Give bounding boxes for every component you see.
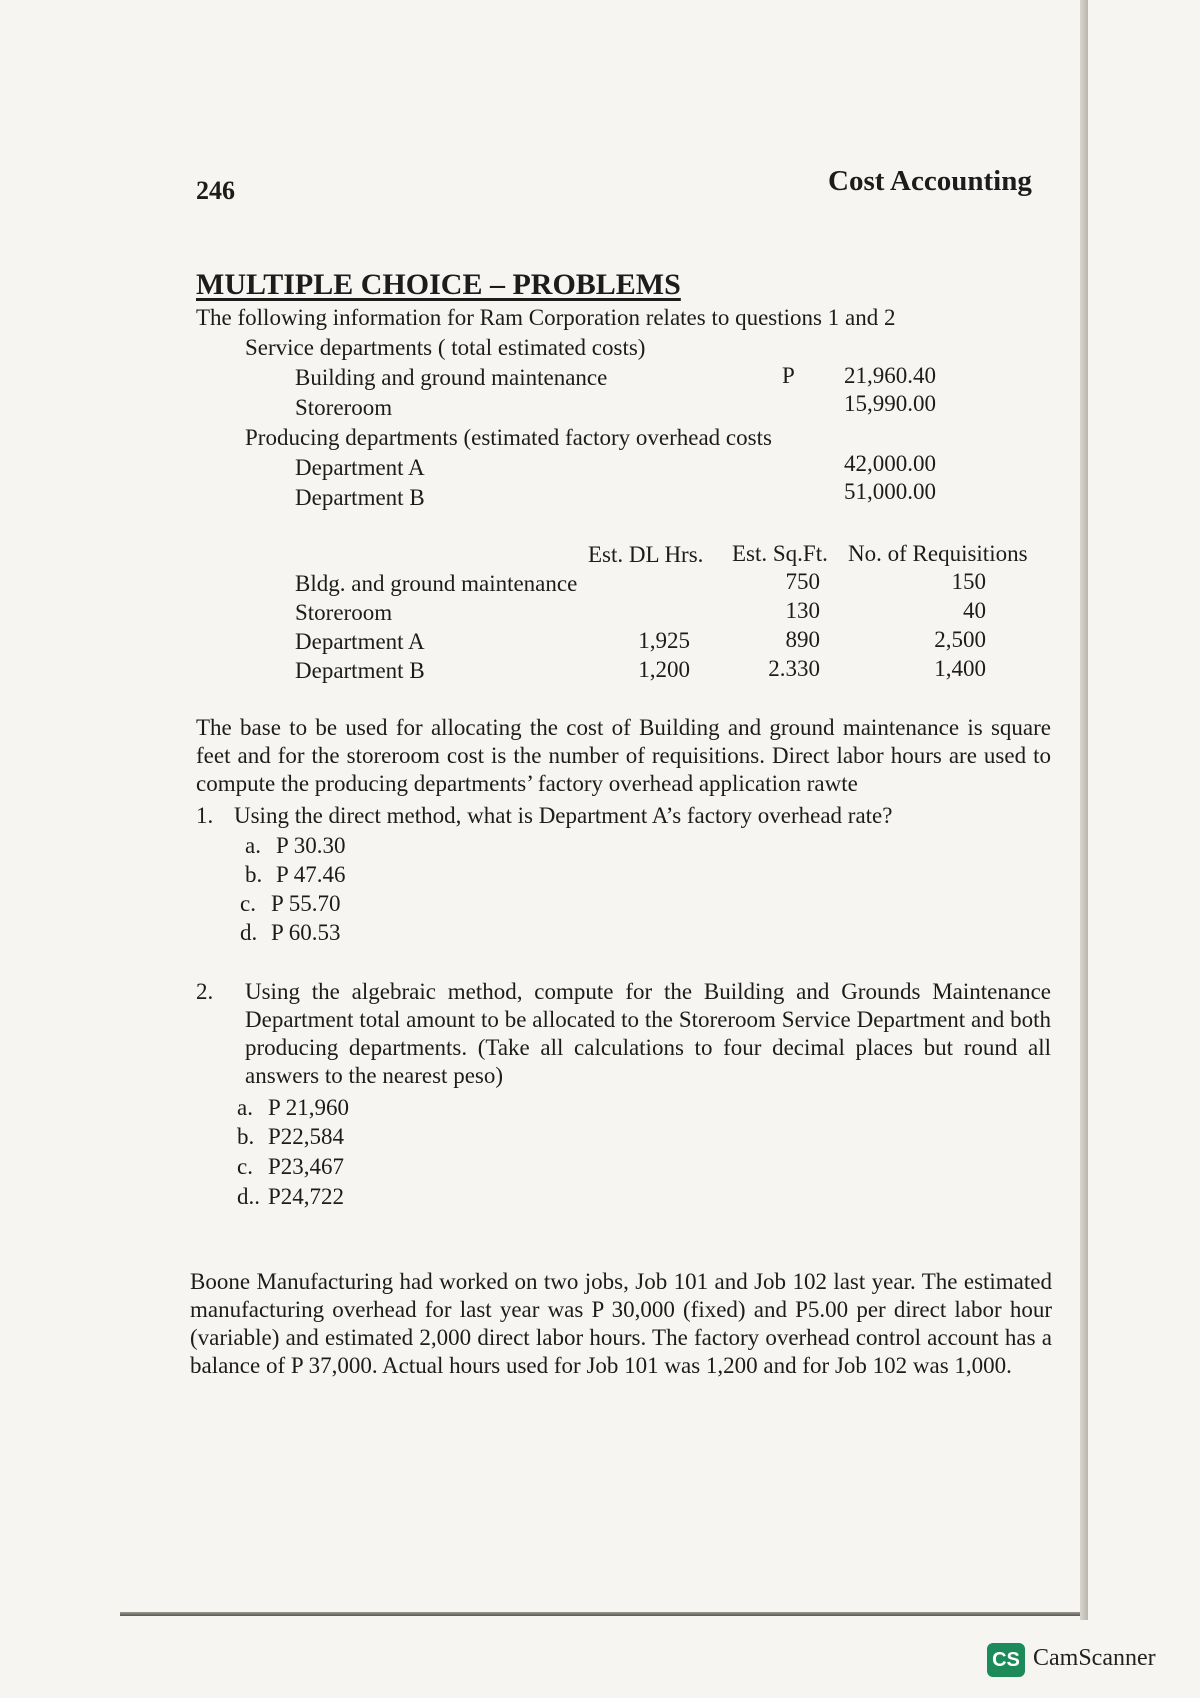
service-heading: Service departments ( total estimated costs) (245, 335, 646, 360)
table-header: Est. Sq.Ft. (732, 541, 828, 566)
service-item-label: Storeroom (295, 395, 393, 420)
section-title: MULTIPLE CHOICE – PROBLEMS (196, 268, 681, 301)
table-cell-requisitions: 1,400 (934, 656, 986, 681)
table-cell-sqft: 890 (785, 627, 820, 652)
table-header: Est. DL Hrs. (588, 542, 704, 567)
choice-letter: d. (240, 920, 258, 945)
allocation-base-paragraph: The base to be used for allocating the cost of Building and ground maintenance is square feet and for the storeroom cost is the number of requisitions. Direct labor hours are used to compute the producing departments’ factory overhead application rawte (196, 715, 1051, 796)
producing-item-amount: 42,000.00 (844, 451, 936, 476)
boone-paragraph: Boone Manufacturing had worked on two jobs, Job 101 and Job 102 last year. The estimated manufacturing overhead for last year was P 30,000 (fixed) and P5.00 per direct labor hour (variable) and estimated 2,000 direct labor hours. The factory overhead control account has a balance of P 37,000. Actual hours used for Job 101 was 1,200 and for Job 102 was 1,000. (190, 1269, 1052, 1378)
question-number: 2. (196, 979, 214, 1004)
choice-letter: a. (237, 1095, 253, 1120)
service-item-label: Building and ground maintenance (295, 365, 608, 390)
page-bottom-rule (120, 1612, 1080, 1616)
table-cell-requisitions: 150 (951, 569, 986, 594)
table-cell-requisitions: 2,500 (934, 627, 986, 652)
choice-text: P 21,960 (268, 1095, 349, 1120)
producing-item-label: Department B (295, 485, 425, 510)
choice-text: P 30.30 (276, 833, 346, 858)
table-row-label: Department A (295, 629, 425, 654)
producing-item-label: Department A (295, 455, 425, 480)
table-cell-sqft: 750 (785, 569, 820, 594)
camscanner-watermark: CamScanner (1033, 1645, 1156, 1671)
choice-text: P24,722 (268, 1184, 345, 1209)
choice-text: P22,584 (268, 1124, 345, 1149)
table-row-label: Storeroom (295, 600, 393, 625)
producing-item-amount: 51,000.00 (844, 479, 936, 504)
table-row-label: Bldg. and ground maintenance (295, 571, 578, 596)
table-cell-dl-hours: 1,200 (638, 657, 690, 682)
intro-line: The following information for Ram Corporation relates to questions 1 and 2 (196, 305, 896, 330)
camscanner-logo: CS (987, 1643, 1025, 1677)
service-item-amount: 21,960.40 (844, 363, 936, 388)
table-cell-sqft: 130 (785, 598, 820, 623)
choice-text: P 55.70 (271, 891, 341, 916)
choice-text: P 60.53 (271, 920, 341, 945)
producing-heading: Producing departments (estimated factory overhead costs (245, 425, 772, 450)
page-number: 246 (196, 176, 235, 205)
table-row-label: Department B (295, 658, 425, 683)
choice-letter: a. (245, 833, 261, 858)
currency-symbol: P (782, 363, 795, 388)
page-edge-shadow (1080, 0, 1088, 1620)
question-text: Using the algebraic method, compute for the Building and Grounds Maintenance Department total amount to be allocated to the Storeroom Service Department and both producing departments. (Take all calculations to four decimal places but round all answers to the nearest peso) (245, 979, 1051, 1088)
choice-letter: c. (237, 1154, 253, 1179)
choice-text: P23,467 (268, 1154, 345, 1179)
table-cell-requisitions: 40 (963, 598, 986, 623)
question-text: Using the direct method, what is Department A’s factory overhead rate? (234, 803, 893, 828)
question-number: 1. (196, 803, 214, 828)
choice-letter: c. (240, 891, 256, 916)
choice-letter: b. (237, 1124, 255, 1149)
choice-letter: d.. (237, 1184, 260, 1209)
choice-letter: b. (245, 862, 263, 887)
choice-text: P 47.46 (276, 862, 346, 887)
service-item-amount: 15,990.00 (844, 391, 936, 416)
table-cell-dl-hours: 1,925 (638, 628, 690, 653)
table-cell-sqft: 2.330 (768, 656, 820, 681)
running-title: Cost Accounting (828, 165, 1032, 197)
table-header: No. of Requisitions (848, 541, 1028, 566)
